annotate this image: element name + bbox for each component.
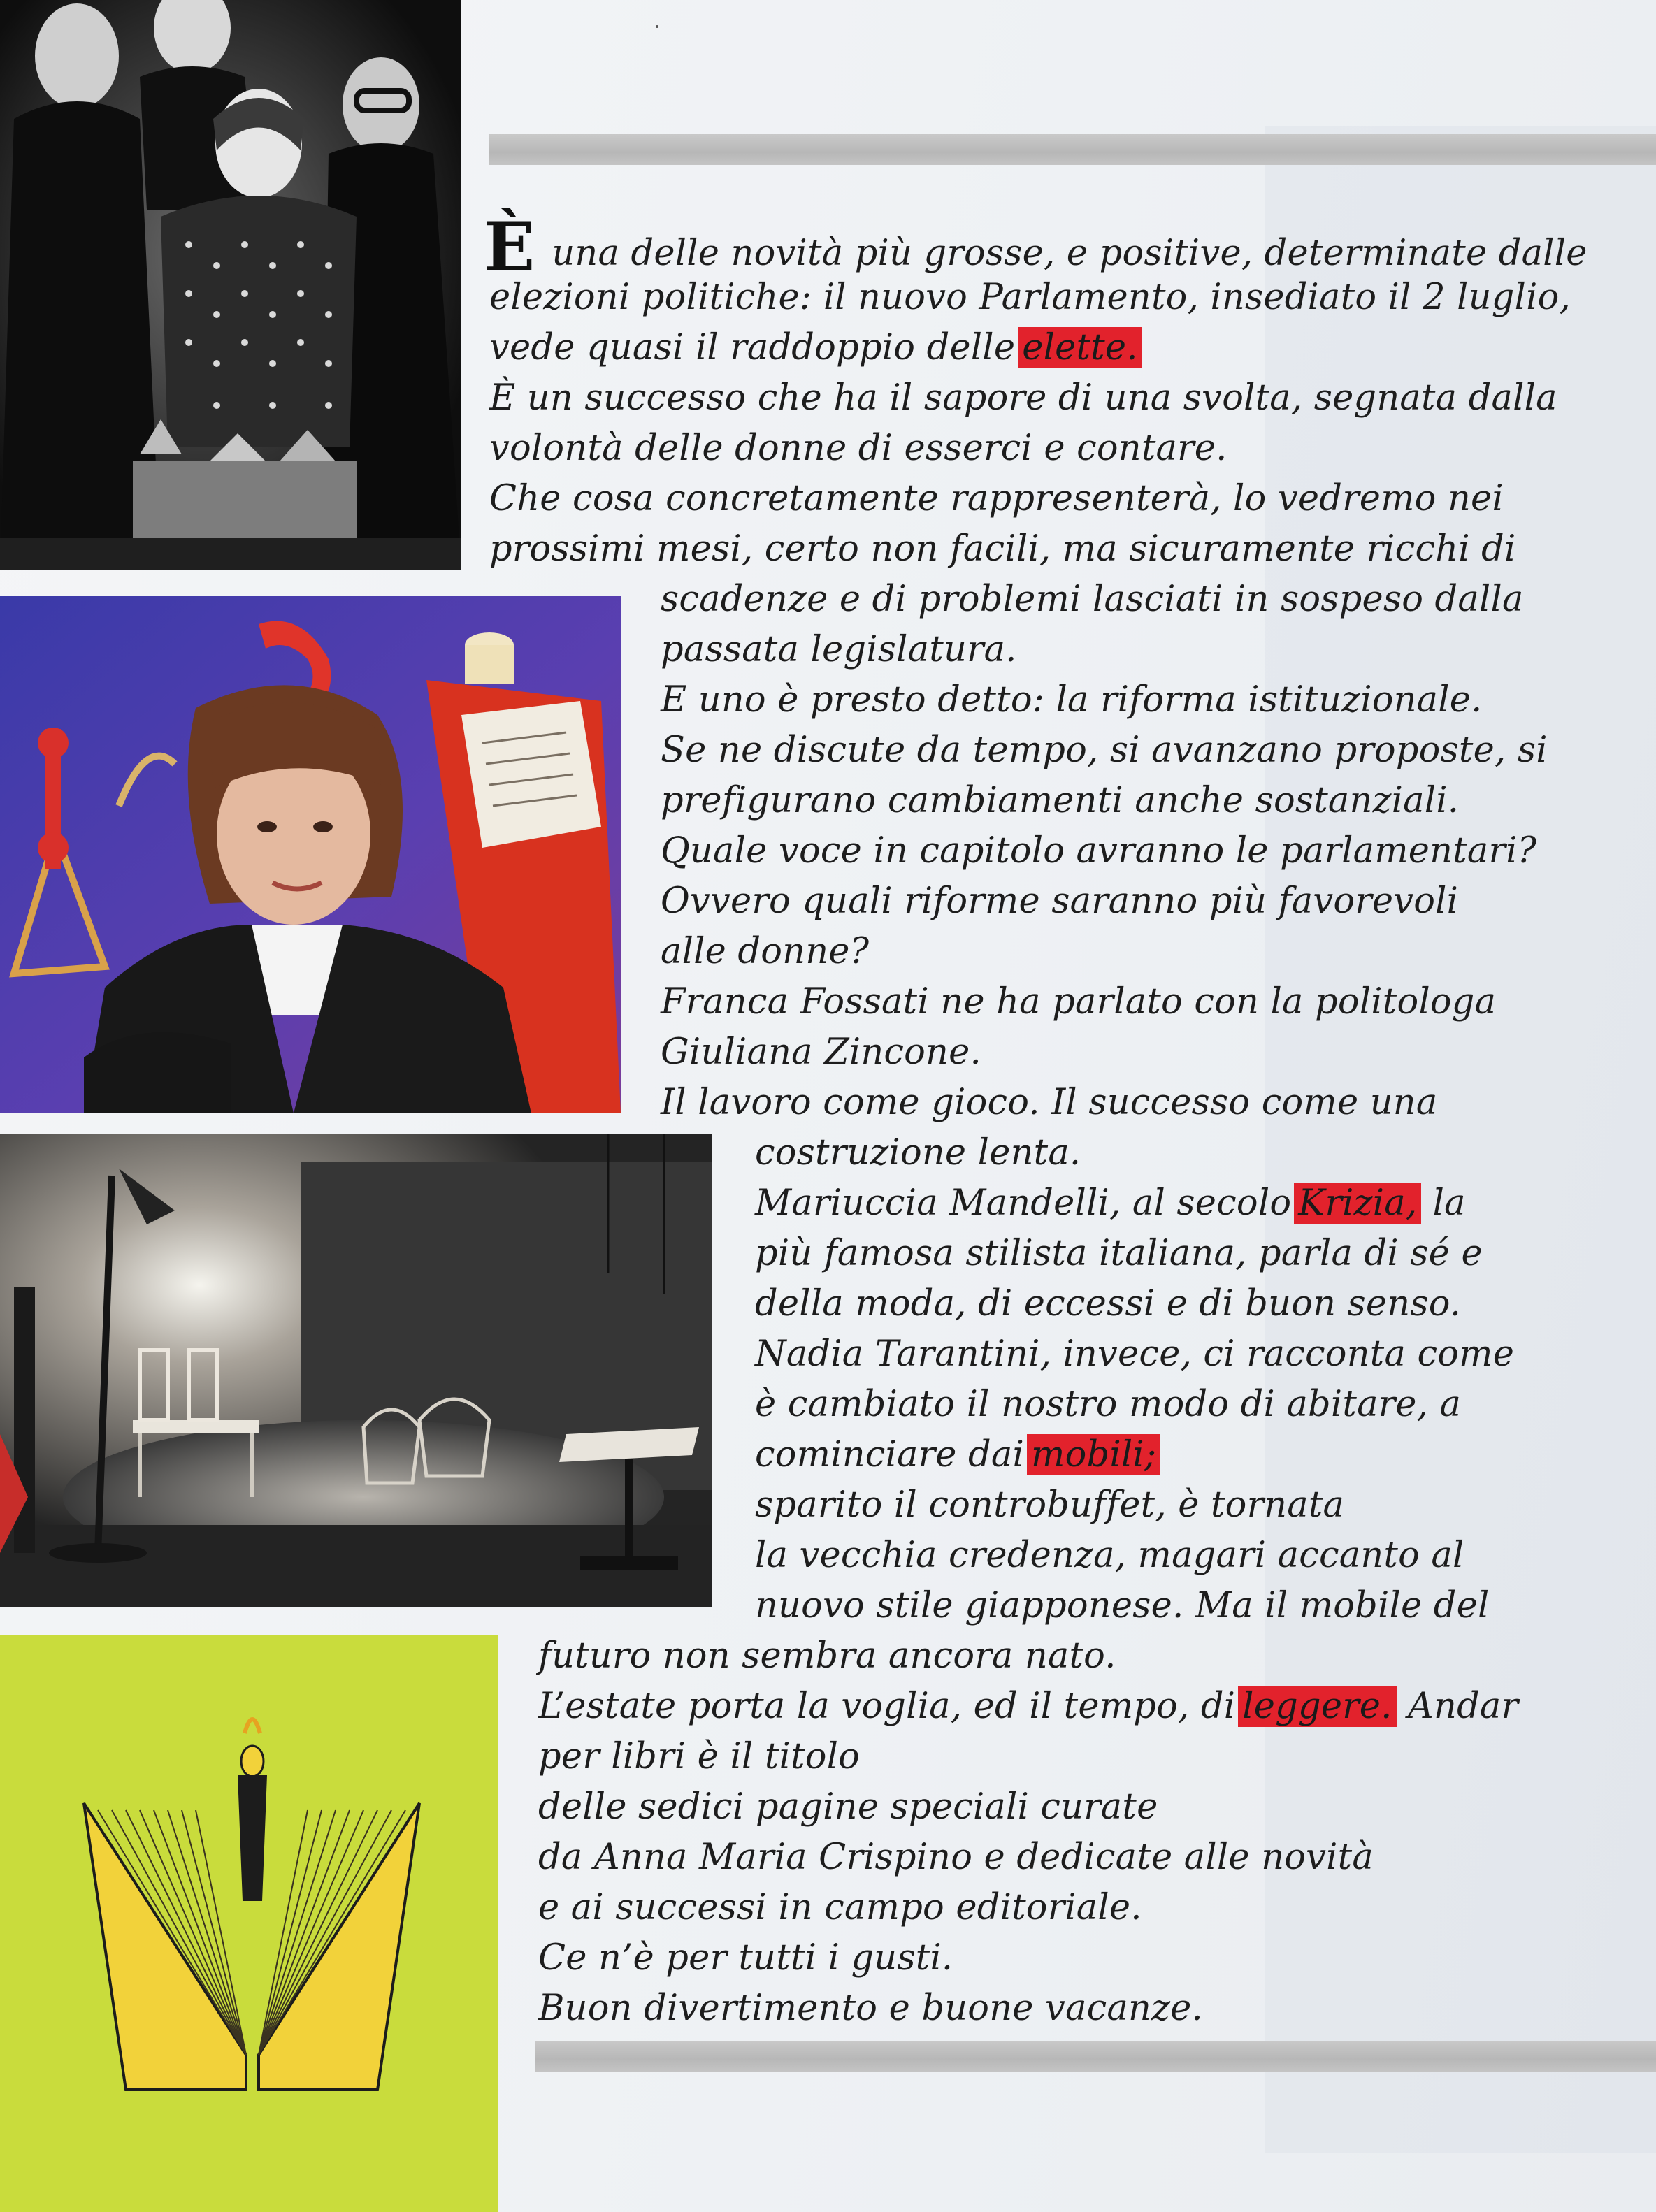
editorial-line: L’estate porta la voglia, ed il tempo, di leggere. Andar <box>538 1686 1519 1727</box>
editorial-line: e ai successi in campo editoriale. <box>538 1887 1142 1928</box>
editorial-line: Ce n’è per tutti i gusti. <box>538 1937 953 1979</box>
editorial-line: Che cosa concretamente rappresenterà, lo vedremo nei <box>489 478 1504 519</box>
editorial-line: alle donne? <box>661 931 870 972</box>
editorial-line: della moda, di eccessi e di buon senso. <box>755 1283 1462 1324</box>
editorial-line: è cambiato il nostro modo di abitare, a <box>755 1384 1462 1425</box>
editorial-line: più famosa stilista italiana, parla di sé e <box>755 1233 1483 1274</box>
parliament-photo <box>0 0 461 570</box>
editorial-line: prossimi mesi, certo non facili, ma sicuramente ricchi di <box>489 528 1516 570</box>
editorial-line: scadenze e di problemi lasciati in sospeso dalla <box>661 579 1524 620</box>
highlight-mobili: mobili; <box>1027 1434 1160 1475</box>
editorial-line: da Anna Maria Crispino e dedicate alle novità <box>538 1837 1374 1878</box>
editorial-line: volontà delle donne di esserci e contare. <box>489 428 1227 469</box>
highlight-krizia: Krizia, <box>1294 1183 1421 1224</box>
editorial-line: Franca Fossati ne ha parlato con la politologa <box>661 981 1497 1022</box>
portrait-photo <box>0 596 621 1113</box>
editorial-line: vede quasi il raddoppio delle elette. <box>489 323 1142 373</box>
editorial-line: E uno è presto detto: la riforma istituzionale. <box>661 679 1483 721</box>
editorial-line: delle sedici pagine speciali curate <box>538 1786 1158 1828</box>
editorial-line: Quale voce in capitolo avranno le parlamentari? <box>661 830 1537 872</box>
editorial-line: Giuliana Zincone. <box>661 1032 981 1073</box>
furniture-photo <box>0 1134 712 1607</box>
book-illustration <box>0 1635 498 2212</box>
editorial-line: sparito il controbuffet, è tornata <box>755 1484 1345 1526</box>
highlight-elette: elette. <box>1018 327 1142 368</box>
top-rule <box>489 134 1656 165</box>
editorial-line: passata legislatura. <box>661 629 1017 670</box>
editorial-line: la vecchia credenza, magari accanto al <box>755 1535 1464 1576</box>
editorial-line: per libri è il titolo <box>538 1736 861 1777</box>
drop-cap: È <box>484 208 535 287</box>
editorial-line: Buon divertimento e buone vacanze. <box>538 1988 1203 2029</box>
editorial-line: futuro non sembra ancora nato. <box>538 1635 1116 1677</box>
editorial-line: nuovo stile giapponese. Ma il mobile del <box>755 1585 1490 1626</box>
editorial-line: Se ne discute da tempo, si avanzano proposte, si <box>661 730 1548 771</box>
editorial-line: costruzione lenta. <box>755 1132 1081 1173</box>
print-speck <box>656 25 658 28</box>
editorial-line: Nadia Tarantini, invece, ci racconta come <box>755 1333 1515 1375</box>
highlight-leggere: leggere. <box>1238 1686 1396 1727</box>
editorial-line-1: Èuna delle novità più grosse, e positive, determinate dalle <box>484 208 1587 287</box>
editorial-line: elezioni politiche: il nuovo Parlamento, insediato il 2 luglio, <box>489 277 1571 318</box>
editorial-line: Mariuccia Mandelli, al secolo Krizia, la <box>755 1183 1466 1224</box>
editorial-line: Ovvero quali riforme saranno più favorevoli <box>661 881 1459 922</box>
editorial-line: cominciare dai mobili; <box>755 1430 1160 1480</box>
editorial-line: prefigurano cambiamenti anche sostanziali. <box>661 780 1460 821</box>
editorial-line: È un successo che ha il sapore di una svolta, segnata dalla <box>489 377 1557 419</box>
bottom-rule <box>535 2041 1656 2072</box>
editorial-line: Il lavoro come gioco. Il successo come una <box>661 1082 1438 1123</box>
